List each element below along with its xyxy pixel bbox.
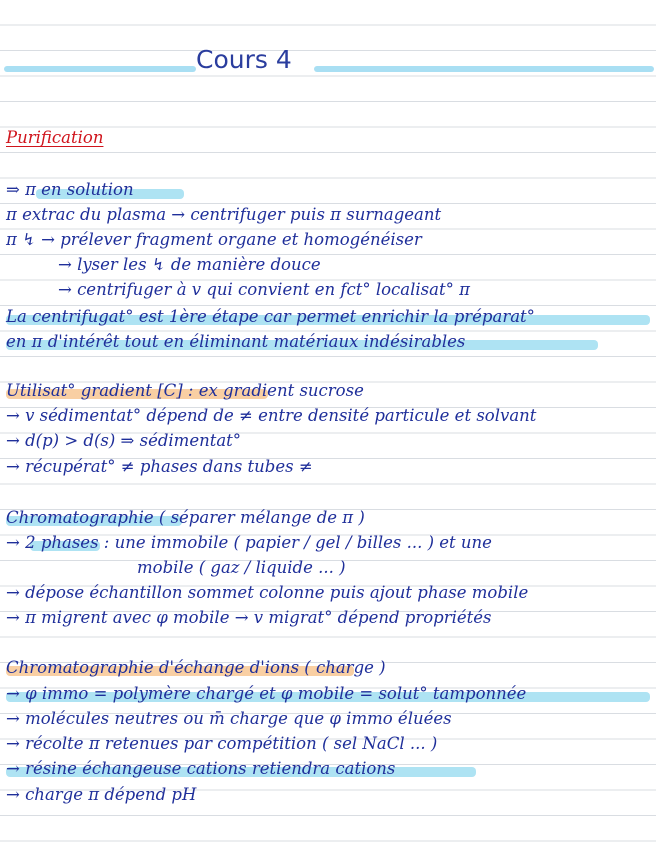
title-highlight-right <box>314 66 654 72</box>
note-line: → récolte π retenues par compétition ( sel NaCl ... ) <box>6 734 438 753</box>
note-line: π ↯ → prélever fragment organe et homogénéiser <box>6 230 422 249</box>
section-heading-echange-ions: Chromatographie d'échange d'ions ( charge ) <box>6 658 386 677</box>
note-line: La centrifugat° est 1ère étape car permet enrichir la préparat° <box>6 306 652 331</box>
note-line: → φ immo = polymère chargé et φ mobile = solut° tamponnée <box>6 683 652 708</box>
note-line: → d(p) > d(s) ⇒ sédimentat° <box>6 431 242 450</box>
note-line: mobile ( gaz / liquide ... ) <box>137 558 346 577</box>
note-line: → lyser les ↯ de manière douce <box>58 255 321 274</box>
note-line: ⇒ π en solution <box>6 179 652 204</box>
note-line: → centrifuger à v qui convient en fct° localisat° π <box>58 280 470 299</box>
note-line: → 2 phases : une immobile ( papier / gel / billes ... ) et une <box>6 533 492 552</box>
note-line: en π d'intérêt tout en éliminant matériaux indésirables <box>6 331 652 356</box>
note-line: → π migrent avec φ mobile → v migrat° dépend propriétés <box>6 608 492 627</box>
note-line: → charge π dépend pH <box>6 785 197 804</box>
note-line: → récupérat° ≠ phases dans tubes ≠ <box>6 457 313 476</box>
page-title: Cours 4 <box>196 45 292 74</box>
note-line: → dépose échantillon sommet colonne puis ajout phase mobile <box>6 583 529 602</box>
note-line: → v sédimentat° dépend de ≠ entre densité particule et solvant <box>6 406 537 425</box>
note-line: → molécules neutres ou m̄ charge que φ immo éluées <box>6 709 452 728</box>
title-highlight-left <box>4 66 196 72</box>
section-heading-gradient: Utilisat° gradient [C] : ex gradient sucrose <box>6 381 364 400</box>
section-heading-purification: Purification <box>6 128 104 147</box>
note-line: → résine échangeuse cations retiendra cations <box>6 758 652 783</box>
section-heading-chromatographie: Chromatographie ( séparer mélange de π ) <box>6 508 365 527</box>
note-line: π extrac du plasma → centrifuger puis π surnageant <box>6 205 442 224</box>
